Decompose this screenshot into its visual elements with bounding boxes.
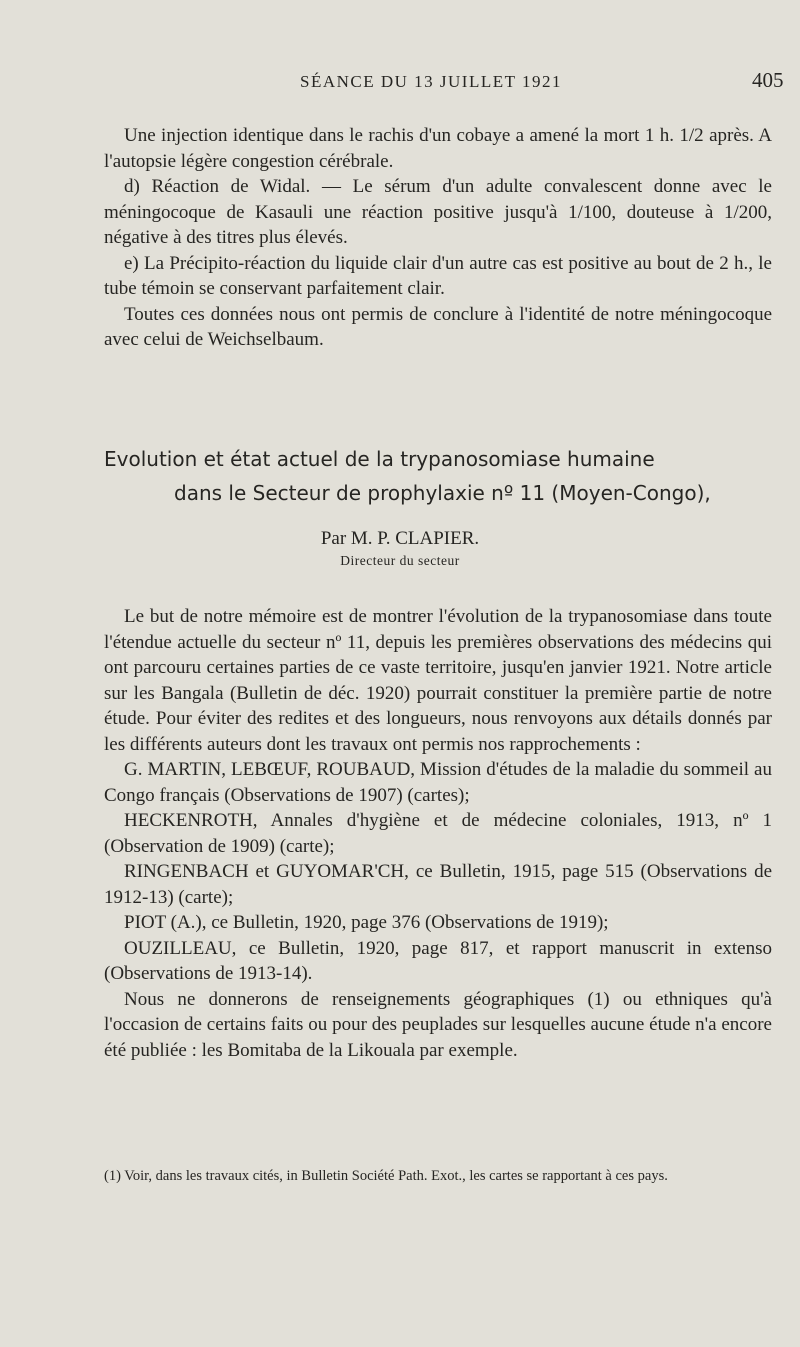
paragraph: Toutes ces données nous ont permis de conclure à l'identité de notre méningocoque avec celui de Weichselbaum. bbox=[104, 303, 772, 350]
running-head bbox=[0, 68, 800, 102]
intro-paragraph: Le but de notre mémoire est de montrer l'évolution de la trypanosomiase dans toute l'étendue actuelle du secteur nº 11, depuis les premières observations des médecins qui ont parcouru certaines parties de ce vaste territoire, jusqu'en janvier 1921. Notre article sur les Bangala (Bulletin de déc. 1920) pourrait constituer la première partie de notre étude. Pour éviter des redites et des longueurs, nous renvoyons aux détails donnés par les différents auteurs dont les travaux ont permis nos rapprochements : bbox=[104, 606, 772, 755]
reference-item: OUZILLEAU, ce Bulletin, 1920, page 817, et rapport manuscrit in extenso (Observations de 1913-14). bbox=[104, 937, 772, 984]
article-title-line: Evolution et état actuel de la trypanosomiase humaine bbox=[104, 447, 655, 471]
paragraph: d) Réaction de Widal. — Le sérum d'un adulte convalescent donne avec le méningocoque de Kasauli une réaction positive jusqu'à 1/100, douteuse à 1/200, négative à des titres plus élevés. bbox=[104, 176, 772, 248]
article-author-role: Directeur du secteur bbox=[340, 553, 460, 568]
reference-item: HECKENROTH, Annales d'hygiène et de médecine coloniales, 1913, nº 1 (Observation de 1909) (carte); bbox=[104, 810, 772, 857]
references-list bbox=[104, 757, 772, 987]
article-author: Par M. P. CLAPIER. bbox=[320, 528, 480, 549]
previous-article-end bbox=[104, 123, 772, 353]
closing-paragraph: Nous ne donnerons de renseignements géographiques (1) ou ethniques qu'à l'occasion de certains faits ou pour des peuplades sur lesquelles aucune étude n'a encore été publiée : les Bomitaba de la Likouala par exemple. bbox=[104, 988, 772, 1061]
paragraph: Une injection identique dans le rachis d'un cobaye a amené la mort 1 h. 1/2 après. A l'autopsie légère congestion cérébrale. bbox=[104, 125, 772, 172]
reference-item: G. MARTIN, LEBŒUF, ROUBAUD, Mission d'études de la maladie du sommeil au Congo français (Observations de 1907) (cartes); bbox=[104, 759, 772, 806]
footnote bbox=[104, 1166, 772, 1186]
article-body bbox=[104, 604, 772, 1063]
page-number: 405 bbox=[752, 68, 784, 92]
article-title bbox=[104, 442, 772, 510]
paragraph: e) La Précipito-réaction du liquide clair d'un autre cas est positive au bout de 2 h., le tube témoin se conservant parfaitement clair. bbox=[104, 252, 772, 299]
article-title-line: dans le Secteur de prophylaxie nº 11 (Moyen-Congo), bbox=[174, 481, 711, 505]
reference-item: PIOT (A.), ce Bulletin, 1920, page 376 (Observations de 1919); bbox=[124, 912, 609, 933]
running-head-title: SÉANCE DU 13 JUILLET 1921 bbox=[300, 72, 562, 91]
footnote-text: (1) Voir, dans les travaux cités, in Bulletin Société Path. Exot., les cartes se rapportant à ces pays. bbox=[104, 1168, 668, 1184]
reference-item: RINGENBACH et GUYOMAR'CH, ce Bulletin, 1915, page 515 (Observations de 1912-13) (carte); bbox=[104, 861, 772, 908]
